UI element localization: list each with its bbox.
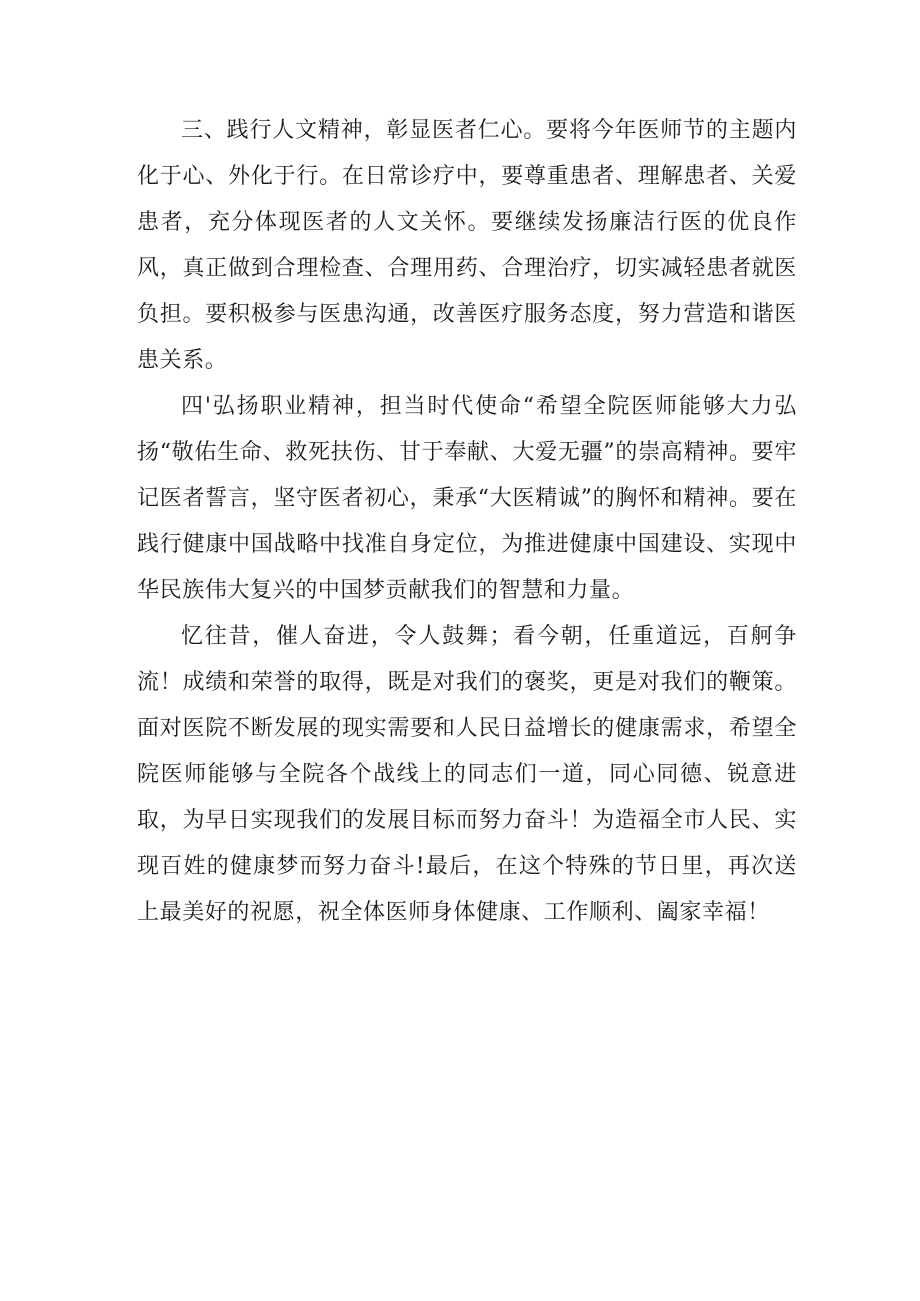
paragraph-professional-spirit: 四'弘扬职业精神，担当时代使命“希望全院医师能够大力弘扬“敬佑生命、救死扶伤、甘于奉献、大爱无疆”的崇高精神。要牢记医者誓言，坚守医者初心，秉承“大医精诚”的胸怀和精神。要在践行健康中国战略中找准自身定位，为推进健康中国建设、实现中华民族伟大复兴的中国梦贡献我们的智慧和力量。 — [137, 394, 797, 603]
paragraph-practice-humanistic-spirit: 三、践行人文精神，彰显医者仁心。要将今年医师节的主题内化于心、外化于行。在日常诊疗中，要尊重患者、理解患者、关爱患者，充分体现医者的人文关怀。要继续发扬廉洁行医的优良作风，真正做到合理检查、合理用药、合理治疗，切实减轻患者就医负担。要积极参与医患沟通，改善医疗服务态度，努力营造和谐医患关系。 — [137, 118, 797, 373]
document-body — [137, 108, 797, 936]
paragraph-closing-wishes: 忆往昔，催人奋进，令人鼓舞；看今朝，任重道远，百舸争流！成绩和荣誉的取得，既是对我们的褒奖，更是对我们的鞭策。面对医院不断发展的现实需要和人民日益增长的健康需求，希望全院医师能够与全院各个战线上的同志们一道，同心同德、锐意进取，为早日实现我们的发展目标而努力奋斗！为造福全市人民、实现百姓的健康梦而努力奋斗!最后，在这个特殊的节日里，再次送上最美好的祝愿，祝全体医师身体健康、工作顺利、阖家幸福！ — [137, 624, 797, 925]
